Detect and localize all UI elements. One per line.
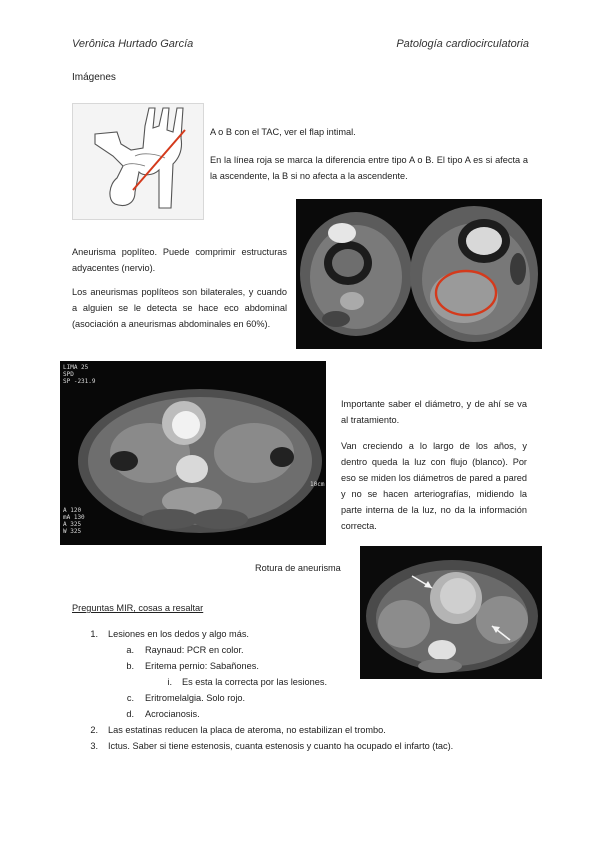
mir-list: 1. Lesiones en los dedos y algo más. a. Raynaud: PCR en color. b. Eritema pernio: Sabañones. i. Es esta la correcta por las lesiones. c. Eritromelalgia. Solo rojo. d. Acrocianosis. 2. Las estatinas reducen la placa de ateroma, no estabilizan el trombo. 3. Ictus. Saber si tiene estenosis, cuanta estenosis y cuanto ha ocupado el infarto (tac). [90,629,454,751]
abdominal-ct-image [60,361,326,545]
ct-label-3: SP -231.9 [63,378,96,385]
header-author: Verônica Hurtado García [72,38,194,50]
ct-label-6: mA 130 [63,514,85,521]
block3-p2: Van creciendo a lo largo de los años, y dentro queda la luz con flujo (blanco). Por eso se miden los diámetros de pared a pared y no se hacen arteriografías, midiendo la parte interna de la luz, no da la información correcta. [341,441,527,531]
block2-p2: Los aneurismas poplíteos son bilaterales, y cuando a alguien se le detecta se hace eco abdominal (asociación a aneurismas abdominales en 60%). [72,287,287,329]
rupture-caption: Rotura de aneurisma [255,563,341,573]
block3-p1: Importante saber el diámetro, y de ahí se va al tratamiento. [341,399,527,425]
ct-label-7: A 325 [63,521,82,528]
mir-title: Preguntas MIR, cosas a resaltar [72,603,204,613]
ct-scale-label: 10cm [310,481,325,488]
popliteal-ct-image [296,199,542,349]
ct-label-8: W 325 [63,528,82,535]
section-title: Imágenes [72,72,116,83]
block2-p1: Aneurisma poplíteo. Puede comprimir estructuras adyacentes (nervio). [72,247,287,273]
block1-p2: En la línea roja se marca la diferencia entre tipo A o B. El tipo A es si afecta a la ascendente, la B si no afecta a la ascendente. [210,155,528,181]
block1-p1: A o B con el TAC, ver el flap intimal. [210,127,356,137]
header-subject: Patología cardiocirculatoria [396,38,529,50]
aorta-diagram [72,103,204,220]
ct-label-2: SPD [63,371,74,378]
ct-label-5: A 120 [63,507,82,514]
ct-label-1: LIMA 25 [63,364,89,371]
